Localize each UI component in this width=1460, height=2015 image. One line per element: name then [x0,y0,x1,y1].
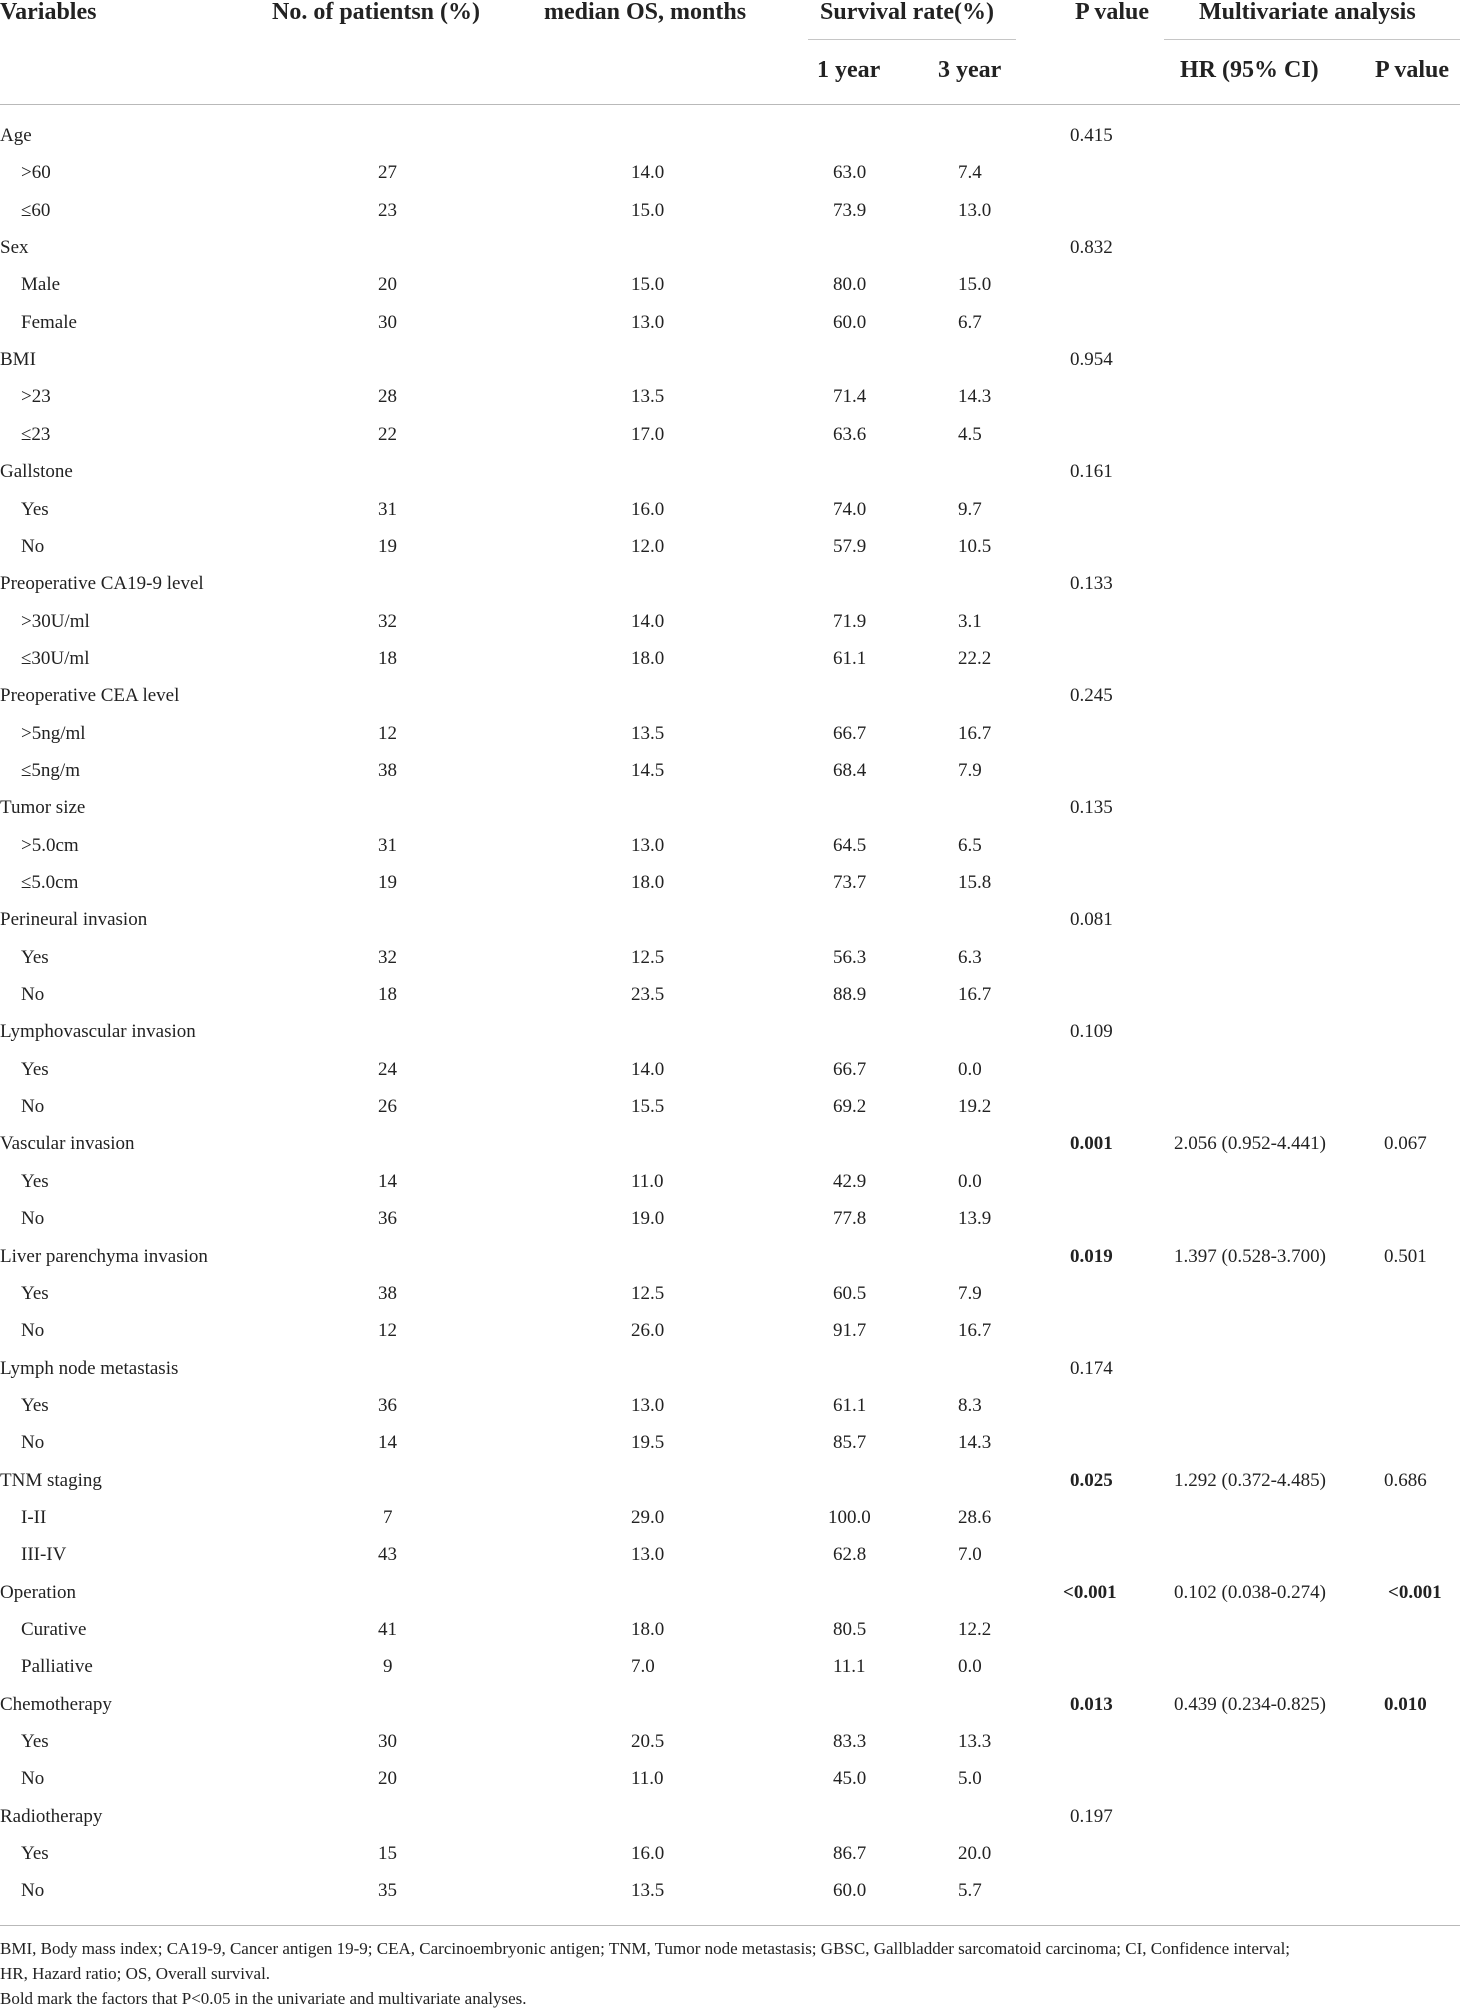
table-row [0,1060,1460,1090]
row-label: Lymphovascular invasion [0,1021,196,1043]
cell-patients: 19 [378,872,397,893]
table-row [0,948,1460,978]
row-label: Yes [21,1170,49,1192]
row-label: Yes [21,1394,49,1416]
cell-3-year: 3.1 [958,610,982,632]
multivariate-underline [1164,39,1460,40]
cell-patients: 35 [378,1880,397,1902]
cell-3-year: 9.7 [958,498,982,520]
cell-hr: 0.439 (0.234-0.825) [1174,1693,1326,1715]
table-footnote [0,1936,1460,2011]
cell-1-year: 60.5 [833,1282,867,1304]
cell-median-os: 11.0 [631,1170,664,1192]
row-label: Female [21,311,77,333]
header-p-value-multi: P value [1375,57,1450,83]
cell-patients: 22 [378,423,397,445]
cell-median-os: 14.5 [631,759,665,781]
cell-3-year: 5.0 [958,1768,982,1790]
table-row [0,1172,1460,1202]
cell-median-os: 18.0 [631,872,665,893]
cell-p-value: <0.001 [1063,1581,1117,1603]
row-label: Curative [21,1619,87,1640]
row-label: Sex [0,237,29,259]
cell-median-os: 16.0 [631,1843,665,1865]
row-label: ≤5.0cm [21,872,79,893]
cell-p-value: 0.133 [1070,573,1113,595]
cell-1-year: 88.9 [833,984,867,1006]
row-label: Tumor size [0,797,86,819]
row-label: Perineural invasion [0,909,148,931]
cell-median-os: 13.5 [631,1880,665,1902]
cell-median-os: 16.0 [631,498,665,520]
cell-3-year: 8.3 [958,1394,982,1416]
cell-hr: 1.292 (0.372-4.485) [1174,1469,1326,1491]
row-label: No [21,1432,45,1454]
cell-3-year: 14.3 [958,386,992,408]
cell-patients: 26 [378,1096,397,1118]
table-group-row [0,1247,1460,1277]
row-label: Operation [0,1581,76,1603]
header-bottom-rule [0,104,1460,105]
row-label: ≤23 [21,423,51,445]
cell-1-year: 45.0 [833,1768,867,1790]
cell-p-value: 0.954 [1070,349,1113,371]
table-row [0,649,1460,679]
cell-1-year: 91.7 [833,1320,867,1342]
cell-1-year: 42.9 [833,1170,867,1192]
cell-p-value: 0.174 [1070,1357,1113,1379]
cell-3-year: 28.6 [958,1506,992,1528]
table-row [0,1545,1460,1575]
row-label: Yes [21,1843,49,1865]
cell-3-year: 0.0 [958,1170,982,1192]
table-row [0,873,1460,903]
cell-median-os: 13.5 [631,722,665,744]
cell-3-year: 0.0 [958,1656,982,1678]
row-label: >60 [21,162,51,184]
cell-p-value: 0.081 [1070,909,1113,931]
cell-3-year: 16.7 [958,1320,992,1342]
cell-hr: 2.056 (0.952-4.441) [1174,1133,1326,1155]
cell-patients: 7 [383,1506,393,1528]
table-row [0,1657,1460,1687]
cell-median-os: 14.0 [631,162,665,184]
table-row [0,313,1460,343]
cell-p-value: 0.135 [1070,797,1113,819]
row-label: Preoperative CA19-9 level [0,573,204,595]
cell-patients: 14 [378,1432,397,1454]
row-label: Vascular invasion [0,1133,135,1155]
cell-1-year: 80.0 [833,274,867,296]
cell-1-year: 73.7 [833,872,867,893]
cell-1-year: 63.0 [833,162,867,184]
table-group-row [0,910,1460,940]
table-group-row [0,1807,1460,1837]
row-label: Gallstone [0,461,73,483]
cell-3-year: 20.0 [958,1843,992,1865]
cell-patients: 20 [378,1768,397,1790]
row-label: No [21,984,45,1006]
cell-3-year: 13.3 [958,1731,992,1753]
cell-patients: 15 [378,1843,397,1865]
cell-p-value-multi: 0.010 [1384,1693,1427,1715]
cell-3-year: 10.5 [958,535,992,557]
row-label: No [21,1880,45,1902]
cell-3-year: 15.0 [958,274,992,296]
table-row [0,1769,1460,1799]
row-label: Yes [21,946,49,968]
row-label: >5ng/ml [21,722,86,744]
cell-median-os: 15.0 [631,274,665,296]
cell-1-year: 71.9 [833,610,867,632]
cell-3-year: 6.7 [958,311,982,333]
table-row [0,425,1460,455]
header-patients: No. of patientsn (%) [272,0,480,25]
table-group-row [0,462,1460,492]
cell-1-year: 11.1 [833,1656,866,1678]
table-bottom-rule [0,1925,1460,1926]
row-label: Yes [21,498,49,520]
cell-p-value-multi: 0.686 [1384,1469,1427,1491]
cell-median-os: 13.0 [631,1394,665,1416]
row-label: >5.0cm [21,834,79,856]
cell-3-year: 16.7 [958,984,992,1006]
row-label: Yes [21,1282,49,1304]
cell-p-value: 0.013 [1070,1693,1113,1715]
cell-patients: 30 [378,1731,397,1753]
cell-patients: 12 [378,1320,397,1342]
cell-3-year: 7.9 [958,1282,982,1304]
cell-1-year: 74.0 [833,498,867,520]
cell-median-os: 20.5 [631,1731,665,1753]
cell-1-year: 66.7 [833,1058,867,1080]
table-row [0,537,1460,567]
row-label: Age [0,125,32,146]
cell-patients: 36 [378,1394,397,1416]
table-row [0,387,1460,417]
cell-median-os: 11.0 [631,1768,664,1790]
cell-3-year: 0.0 [958,1058,982,1080]
cell-p-value: 0.025 [1070,1469,1113,1491]
table-group-row [0,126,1460,156]
cell-median-os: 12.5 [631,1282,665,1304]
cell-3-year: 13.0 [958,199,992,221]
cell-1-year: 61.1 [833,647,867,669]
table-group-row [0,1583,1460,1613]
cell-patients: 32 [378,946,397,968]
table-group-row [0,1695,1460,1725]
cell-p-value: 0.109 [1070,1021,1113,1043]
row-label: No [21,535,45,557]
cell-p-value: 0.019 [1070,1245,1113,1267]
cell-patients: 18 [378,984,397,1006]
table-group-row [0,798,1460,828]
row-label: TNM staging [0,1469,102,1491]
row-label: Male [21,274,61,296]
cell-median-os: 17.0 [631,423,665,445]
table-row [0,1620,1460,1650]
row-label: BMI [0,349,36,371]
table-row [0,1284,1460,1314]
cell-patients: 36 [378,1208,397,1230]
cell-patients: 20 [378,274,397,296]
header-multivariate: Multivariate analysis [1199,0,1416,25]
cell-median-os: 7.0 [631,1656,655,1678]
cell-patients: 19 [378,535,397,557]
cell-1-year: 69.2 [833,1096,867,1118]
row-label: No [21,1768,45,1790]
cell-p-value: 0.245 [1070,685,1113,707]
survival-rate-underline [808,39,1016,40]
row-label: I-II [21,1506,47,1528]
header-p-value: P value [1075,0,1150,25]
cell-1-year: 68.4 [833,759,867,781]
cell-p-value-multi: 0.501 [1384,1245,1427,1267]
table-row [0,985,1460,1015]
cell-median-os: 18.0 [631,1619,665,1640]
cell-3-year: 12.2 [958,1619,992,1640]
cell-3-year: 14.3 [958,1432,992,1454]
row-label: III-IV [21,1544,67,1566]
cell-p-value-multi: <0.001 [1388,1581,1442,1603]
cell-1-year: 73.9 [833,199,867,221]
cell-patients: 38 [378,759,397,781]
cell-3-year: 22.2 [958,647,992,669]
cell-1-year: 77.8 [833,1208,867,1230]
cell-median-os: 13.5 [631,386,665,408]
cell-patients: 28 [378,386,397,408]
cell-patients: 43 [378,1544,397,1566]
table-group-row [0,686,1460,716]
cell-p-value: 0.832 [1070,237,1113,259]
footnote-line-2: HR, Hazard ratio; OS, Overall survival. [0,1964,271,1983]
cell-1-year: 56.3 [833,946,867,968]
cell-patients: 31 [378,834,397,856]
table-row [0,1508,1460,1538]
table-group-row [0,574,1460,604]
cell-patients: 24 [378,1058,397,1080]
table-group-row [0,350,1460,380]
row-label: ≤60 [21,199,51,221]
cell-p-value: 0.161 [1070,461,1113,483]
cell-p-value-multi: 0.067 [1384,1133,1427,1155]
table-group-row [0,1134,1460,1164]
cell-1-year: 100.0 [828,1506,871,1528]
cell-median-os: 12.5 [631,946,665,968]
cell-median-os: 13.0 [631,1544,665,1566]
row-label: ≤30U/ml [21,647,90,669]
table-group-row [0,1022,1460,1052]
footnote-line-1: BMI, Body mass index; CA19-9, Cancer antigen 19-9; CEA, Carcinoembryonic antigen; TNM, Tumor node metastasis; GBSC, Gallbladder sarcomatoid carcinoma; CI, Confidence interval; [0,1939,1291,1958]
table-row [0,724,1460,754]
header-variables: Variables [0,0,97,25]
cell-3-year: 5.7 [958,1880,982,1902]
cell-patients: 18 [378,647,397,669]
cell-3-year: 6.3 [958,946,982,968]
table-row [0,275,1460,305]
table-row [0,1209,1460,1239]
cell-median-os: 13.0 [631,834,665,856]
cell-patients: 9 [383,1656,393,1678]
cell-1-year: 63.6 [833,423,867,445]
cell-patients: 27 [378,162,397,184]
cell-p-value: 0.001 [1070,1133,1113,1155]
cell-3-year: 13.9 [958,1208,992,1230]
cell-median-os: 12.0 [631,535,665,557]
row-label: ≤5ng/m [21,759,80,781]
cell-3-year: 7.9 [958,759,982,781]
cell-1-year: 62.8 [833,1544,867,1566]
cell-median-os: 14.0 [631,1058,665,1080]
cell-1-year: 64.5 [833,834,867,856]
cell-patients: 38 [378,1282,397,1304]
table-row [0,1396,1460,1426]
cell-3-year: 15.8 [958,872,992,893]
row-label: Lymph node metastasis [0,1357,179,1379]
cell-median-os: 15.0 [631,199,665,221]
cell-3-year: 7.4 [958,162,982,184]
cell-1-year: 71.4 [833,386,867,408]
cell-1-year: 83.3 [833,1731,867,1753]
table-row [0,201,1460,231]
table-group-row [0,1359,1460,1389]
cell-3-year: 16.7 [958,722,992,744]
row-label: Preoperative CEA level [0,685,180,707]
cell-patients: 12 [378,722,397,744]
row-label: Liver parenchyma invasion [0,1245,208,1267]
cell-hr: 0.102 (0.038-0.274) [1174,1581,1326,1603]
table-row [0,1097,1460,1127]
cell-patients: 31 [378,498,397,520]
table-row [0,500,1460,530]
cell-median-os: 15.5 [631,1096,665,1118]
cell-3-year: 4.5 [958,423,982,445]
row-label: >30U/ml [21,610,90,632]
cell-3-year: 6.5 [958,834,982,856]
row-label: No [21,1208,45,1230]
cell-1-year: 60.0 [833,1880,867,1902]
cell-1-year: 66.7 [833,722,867,744]
table-row [0,1844,1460,1874]
row-label: Palliative [21,1656,93,1678]
row-label: Yes [21,1731,49,1753]
cell-patients: 41 [378,1619,397,1640]
cell-p-value: 0.197 [1070,1805,1113,1827]
header-1-year: 1 year [817,57,881,83]
cell-3-year: 19.2 [958,1096,992,1118]
cell-hr: 1.397 (0.528-3.700) [1174,1245,1326,1267]
row-label: >23 [21,386,51,408]
cell-median-os: 13.0 [631,311,665,333]
cell-3-year: 7.0 [958,1544,982,1566]
cell-median-os: 18.0 [631,647,665,669]
cell-1-year: 85.7 [833,1432,867,1454]
cell-median-os: 14.0 [631,610,665,632]
row-label: Yes [21,1058,49,1080]
cell-1-year: 61.1 [833,1394,867,1416]
row-label: No [21,1096,45,1118]
header-3-year: 3 year [938,57,1002,83]
cell-1-year: 86.7 [833,1843,867,1865]
header-median-os: median OS, months [544,0,747,25]
cell-median-os: 19.5 [631,1432,665,1454]
cell-patients: 23 [378,199,397,221]
footnote-line-3: Bold mark the factors that P<0.05 in the univariate and multivariate analyses. [0,1989,527,2008]
cell-median-os: 23.5 [631,984,665,1006]
table-row [0,1433,1460,1463]
cell-patients: 14 [378,1170,397,1192]
table-row [0,163,1460,193]
table-row [0,836,1460,866]
table-row [0,612,1460,642]
cell-1-year: 80.5 [833,1619,867,1640]
cell-p-value: 0.415 [1070,125,1113,146]
table-group-row [0,1471,1460,1501]
cell-median-os: 29.0 [631,1506,665,1528]
table-row [0,1881,1460,1911]
table-row [0,1732,1460,1762]
cell-1-year: 57.9 [833,535,867,557]
cell-patients: 32 [378,610,397,632]
table-row [0,1321,1460,1351]
row-label: Chemotherapy [0,1693,112,1715]
table-group-row [0,238,1460,268]
table-row [0,761,1460,791]
row-label: No [21,1320,45,1342]
cell-median-os: 26.0 [631,1320,665,1342]
cell-1-year: 60.0 [833,311,867,333]
header-hr: HR (95% CI) [1180,57,1319,83]
cell-patients: 30 [378,311,397,333]
cell-median-os: 19.0 [631,1208,665,1230]
header-survival-rate: Survival rate(%) [820,0,994,25]
row-label: Radiotherapy [0,1805,103,1827]
